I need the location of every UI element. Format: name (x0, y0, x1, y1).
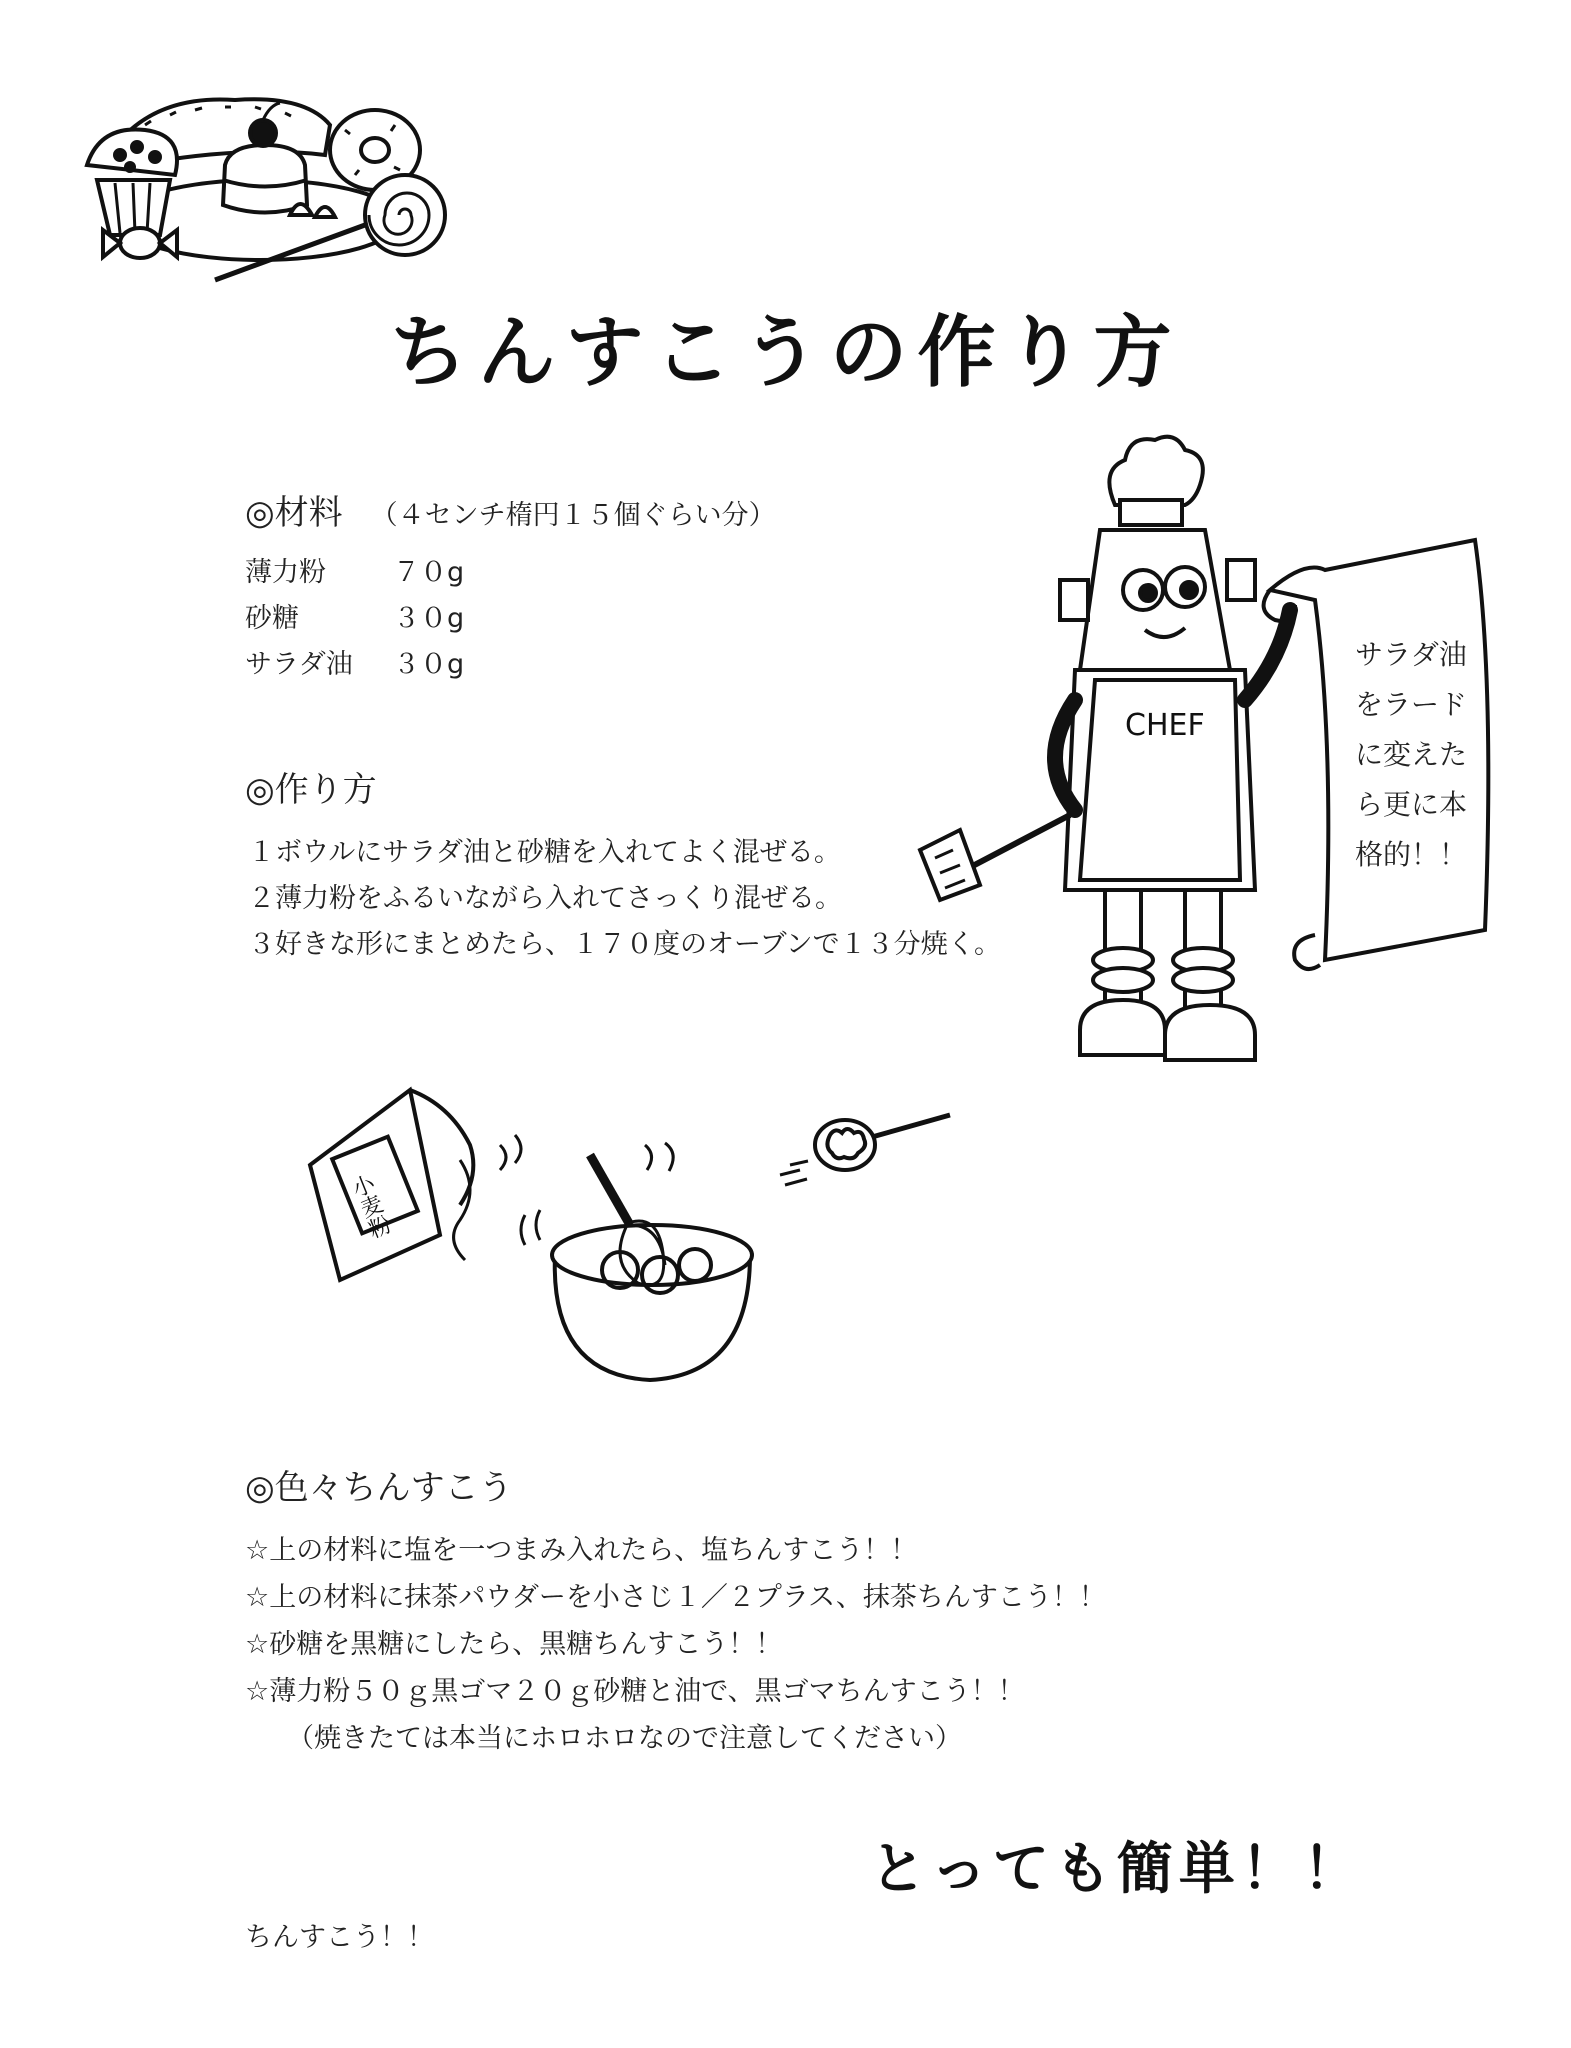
method-heading: ◎作り方 (245, 770, 377, 810)
scroll-line: に変えた (1355, 738, 1468, 771)
page-title: ちんすこうの作り方 (389, 308, 1182, 398)
scroll-line: ら更に本 (1355, 788, 1468, 821)
variation-item: ☆砂糖を黒糖にしたら、黒糖ちんすこう！！ (245, 1629, 783, 1660)
variation-item: ☆上の材料に塩を一つまみ入れたら、塩ちんすこう！！ (245, 1535, 918, 1566)
ingredient-name: 砂糖 (245, 603, 299, 634)
apron-label: CHEF (1125, 708, 1205, 743)
ingredient-name: サラダ油 (245, 649, 353, 680)
flour-bag-label: 小麦粉 (345, 1171, 394, 1242)
sweets-illustration (75, 85, 455, 285)
method-steps (248, 830, 1001, 968)
ingredients-heading-text: ◎材料 (245, 493, 343, 533)
method-step: １ボウルにサラダ油と砂糖を入れてよく混ぜる。 (248, 837, 841, 868)
ingredient-row (245, 642, 464, 688)
footer-text: ちんすこう！！ (245, 1922, 434, 1953)
scroll-line: をラード (1355, 688, 1468, 721)
ingredients-note: （４センチ楕円１５個ぐらい分） (370, 500, 776, 531)
scroll-note (1355, 630, 1485, 880)
ingredient-list (245, 550, 464, 688)
method-step: ３好きな形にまとめたら、１７０度のオーブンで１３分焼く。 (248, 929, 1002, 960)
tagline: とっても簡単！！ (870, 1837, 1365, 1902)
ingredients-heading (245, 485, 776, 534)
scroll-line: 格的！！ (1355, 838, 1468, 871)
variations-heading: ◎色々ちんすこう (245, 1468, 513, 1508)
baking-illustration (300, 1065, 980, 1395)
ingredient-amount: ３０g (393, 603, 465, 634)
variations-list (245, 1527, 1106, 1762)
variation-item: ☆薄力粉５０ｇ黒ゴマ２０ｇ砂糖と油で、黒ゴマちんすこう！！ (245, 1676, 1025, 1707)
ingredient-name: 薄力粉 (245, 557, 326, 588)
ingredient-amount: ３０g (393, 649, 465, 680)
variation-note: （焼きたては本当にホロホロなので注意してください） (287, 1723, 962, 1754)
scroll-line: サラダ油 (1355, 638, 1467, 671)
ingredient-row (245, 550, 464, 596)
method-step: ２薄力粉をふるいながら入れてさっくり混ぜる。 (248, 883, 842, 914)
ingredient-amount: ７０g (393, 557, 465, 588)
ingredient-row (245, 596, 464, 642)
variation-item: ☆上の材料に抹茶パウダーを小さじ１／２プラス、抹茶ちんすこう！！ (245, 1582, 1106, 1613)
